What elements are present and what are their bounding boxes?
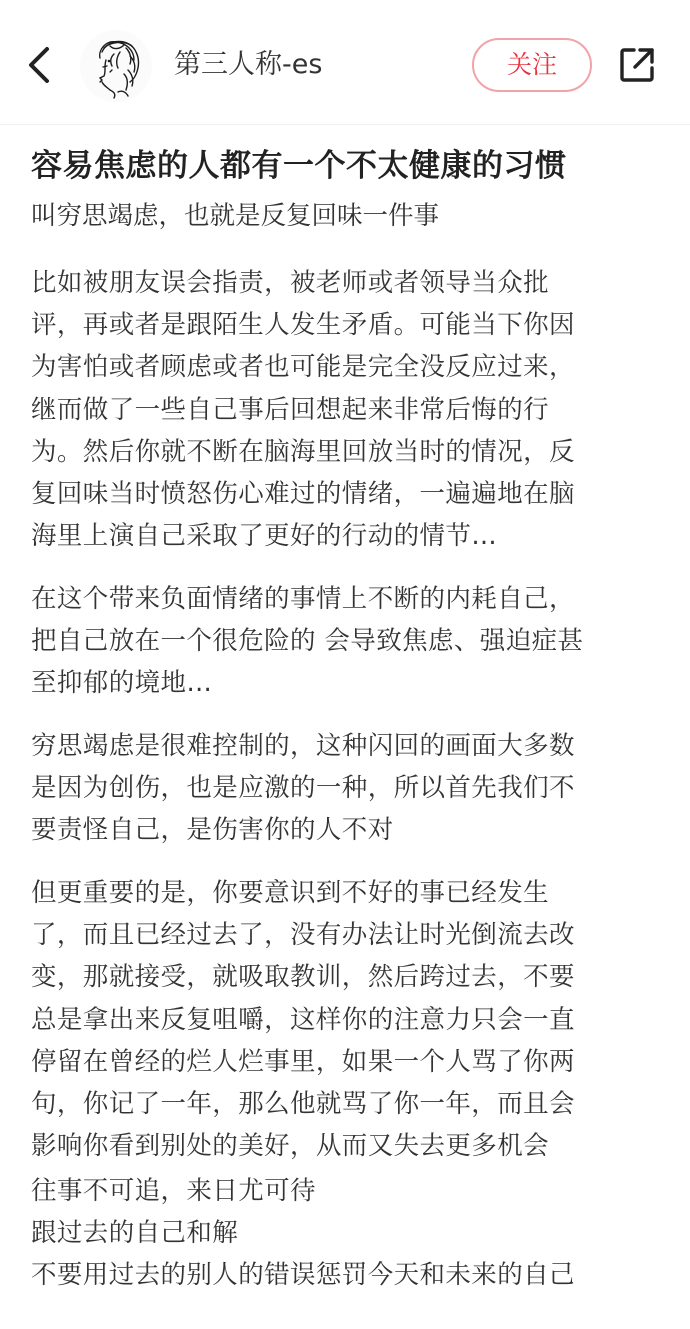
text-line: 句，你记了一年，那么他就骂了你一年，而且会: [31, 1089, 575, 1120]
text-line: 比如被朋友误会指责，被老师或者领导当众批: [31, 268, 550, 298]
avatar[interactable]: [80, 30, 152, 102]
text-line: 往事不可追，来日尤可待: [31, 1176, 316, 1206]
text-line: 停留在曾经的烂人烂事里，如果一个人骂了你两: [31, 1046, 575, 1077]
share-button[interactable]: [612, 40, 662, 90]
back-button[interactable]: [14, 40, 64, 90]
text-line: 是因为创伤，也是应激的一种，所以首先我们不: [31, 773, 575, 804]
follow-button[interactable]: 关注: [472, 38, 592, 92]
text-line: 但更重要的是，你要意识到不好的事已经发生: [31, 878, 550, 908]
text-line: 了，而且已经过去了，没有办法让时光倒流去改: [31, 920, 575, 951]
text-line: 在这个带来负面情绪的事情上不断的内耗自己，: [31, 584, 575, 614]
text-line: 影响你看到别处的美好，从而又失去更多机会: [31, 1131, 550, 1162]
text-line: 为。然后你就不断在脑海里回放当时的情况，反: [31, 436, 575, 467]
post-subtitle: 叫穷思竭虑，也就是反复回味一件事: [31, 201, 440, 231]
text-line: 继而做了一些自己事后回想起来非常后悔的行: [31, 394, 550, 425]
share-icon: [618, 46, 656, 84]
post-content: [31, 138, 661, 1291]
post-title: 容易焦虑的人都有一个不太健康的习惯: [31, 148, 567, 184]
paragraph-1: [31, 262, 575, 557]
text-line: 跟过去的自己和解: [31, 1218, 239, 1249]
text-line: 海里上演自己采取了更好的行动的情节…: [31, 521, 498, 552]
text-line: 不要用过去的别人的错误惩罚今天和未来的自己: [31, 1260, 575, 1291]
text-line: 评，再或者是跟陌生人发生矛盾。可能当下你因: [31, 310, 575, 341]
text-line: 穷思竭虑是很难控制的，这种闪回的画面大多数: [31, 731, 575, 761]
text-line: 至抑郁的境地…: [31, 668, 213, 699]
text-line: 为害怕或者顾虑或者也可能是完全没反应过来，: [31, 352, 575, 383]
paragraph-3: [31, 725, 575, 852]
text-line: 总是拿出来反复咀嚼，这样你的注意力只会一直: [31, 1004, 575, 1035]
text-line: 复回味当时愤怒伤心难过的情绪，一遍遍地在脑: [31, 479, 575, 510]
avatar-portrait-sketch-image: [80, 30, 152, 102]
paragraph-4: [31, 872, 575, 1167]
author-name[interactable]: 第三人称-es: [174, 49, 323, 80]
top-bar: [0, 0, 690, 125]
back-arrow-icon: [26, 45, 52, 85]
paragraph-2: [31, 578, 583, 705]
text-line: 把自己放在一个很危险的 会导致焦虑、强迫症甚: [31, 626, 584, 657]
text-line: 变，那就接受，就吸取教训，然后跨过去，不要: [31, 962, 575, 993]
paragraph-5: [31, 1170, 575, 1297]
text-line: 要责怪自己，是伤害你的人不对: [31, 815, 394, 846]
